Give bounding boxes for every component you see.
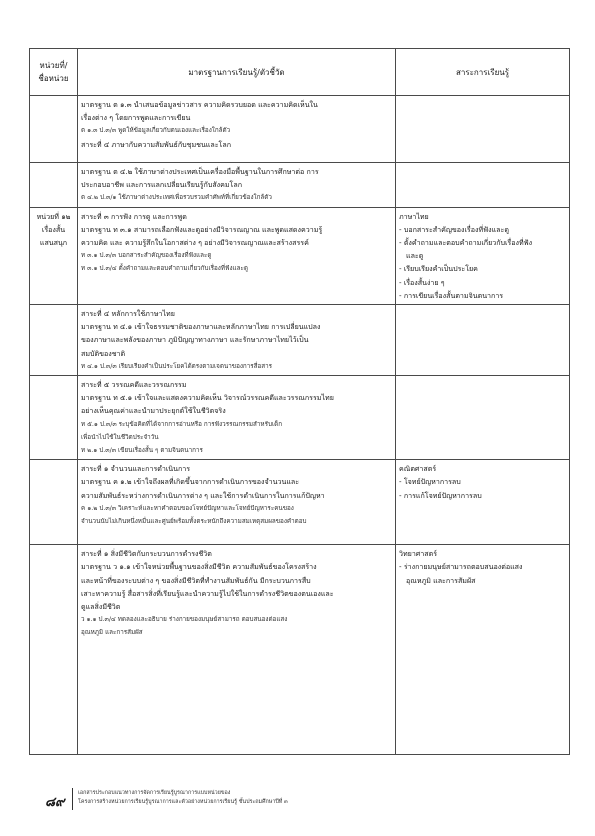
table-row [30, 376, 570, 460]
unit-cell [30, 207, 78, 304]
standard-line: อย่างเห็นคุณค่าและนำมาประยุกต์ใช้ในชีวิตจริง [81, 406, 226, 416]
footer-caption [78, 789, 288, 807]
standard-line: สาระที่ ๔ หลักการใช้ภาษาไทย [81, 309, 175, 319]
standard-line: มาตรฐาน ท ๕.๑ เข้าใจและแสดงความคิดเห็น วิจารณ์วรรณคดีและวรรณกรรมไทย [81, 393, 334, 403]
footer-divider [72, 788, 73, 810]
content-item: - เรียบเรียงคำเป็นประโยค [399, 264, 478, 274]
page-footer [40, 788, 560, 810]
content-cell [396, 460, 570, 545]
table-row [30, 96, 570, 163]
table-row [30, 207, 570, 304]
content-cell [396, 305, 570, 376]
subject-heading: วิทยาศาสตร์ [399, 549, 438, 559]
content-item: - การแก้โจทย์ปัญหาการลบ [399, 490, 482, 500]
unit-header-line: หน่วยที่/ [39, 61, 68, 70]
indicator-line: ท ๓.๑ ป.๓/๓ บอกสาระสำคัญของเรื่องที่ฟังและดู [81, 252, 212, 260]
content-column-header: สาระการเรียนรู้ [396, 49, 570, 96]
table-row [30, 545, 570, 755]
standard-line: สมบัติของชาติ [81, 348, 126, 358]
unit-name-line: แสนสนุก [39, 238, 68, 248]
standard-line: สาระที่ ๑ จำนวนและการดำเนินการ [81, 464, 191, 474]
unit-header-line: ชื่อหน่วย [38, 74, 69, 83]
content-cell [396, 207, 570, 304]
footer-line-1: เอกสารประกอบแนวทางการจัดการเรียนรู้บูรณาการแบบหน่วยของ [78, 790, 231, 796]
indicator-line: จำนวนนับไม่เกินหนึ่งหมื่นและศูนย์พร้อมทั้งตระหนักถึงความสมเหตุสมผลของคำตอบ [81, 518, 307, 526]
unit-cell [30, 96, 78, 163]
indicator-line: ว ๑.๑ ป.๓/๔ ทดลองและอธิบาย ร่างกายของมนุษย์สามารถ ตอบสนองต่อแสง [81, 616, 288, 624]
standard-cell [78, 545, 396, 755]
content-cell [396, 545, 570, 755]
standard-line: สาระที่ ๑ สิ่งมีชีวิตกับกระบวนการดำรงชีวิต [81, 549, 212, 559]
unit-cell [30, 163, 78, 208]
indicator-line: ท ๒.๑ ป.๓/๓ เขียนเรื่องสั้น ๆ ตามจินตนาการ [81, 447, 203, 455]
indicator-line: ท ๔.๑ ป.๓/๓ เรียบเรียงคำเป็นประโยคได้ตรงตามเจตนาของการสื่อสาร [81, 362, 273, 370]
standard-cell [78, 305, 396, 376]
unit-cell [30, 460, 78, 545]
unit-name-line: เรื่องสั้น [41, 224, 66, 234]
standard-line: มาตรฐาน ว ๑.๑ เข้าใจหน่วยพื้นฐานของสิ่งมีชีวิต ความสัมพันธ์ของโครงสร้าง [81, 562, 317, 572]
indicator-line: ต ๑.๓ ป.๓/๓ พูดให้ข้อมูลเกี่ยวกับตนเองและเรื่องใกล้ตัว [81, 127, 231, 135]
standard-line: เสาะหาความรู้ สื่อสารสิ่งที่เรียนรู้และนำความรู้ไปใช้ในการดำรงชีวิตของตนเองและ [81, 588, 334, 598]
standard-cell [78, 376, 396, 460]
standard-line: ดูแลสิ่งมีชีวิต [81, 602, 121, 612]
standard-line: สาระที่ ๔ ภาษากับความสัมพันธ์กับชุมชนและโลก [81, 139, 231, 149]
standard-cell [78, 460, 396, 545]
content-cell [396, 163, 570, 208]
content-item: อุณหภูมิ และการสัมผัส [406, 575, 476, 585]
page-number: ๘๙ [45, 795, 65, 810]
table-row [30, 163, 570, 208]
unit-column-header [30, 49, 78, 96]
curriculum-table [29, 48, 570, 755]
standard-line: ความสัมพันธ์ระหว่างการดำเนินการต่าง ๆ และใช้การดำเนินการในการแก้ปัญหา [81, 490, 325, 500]
indicator-line: ค ๑.๒ ป.๓/๓ วิเคราะห์และหาคำตอบของโจทย์ปัญหาและโจทย์ปัญหาระคนของ [81, 504, 294, 512]
standard-line: มาตรฐาน ต ๔.๒ ใช้ภาษาต่างประเทศเป็นเครื่องมือพื้นฐานในการศึกษาต่อ การ [81, 167, 319, 176]
subject-heading: ภาษาไทย [399, 211, 429, 221]
table-row [30, 305, 570, 376]
standard-column-header: มาตรฐานการเรียนรู้/ตัวชี้วัด [78, 49, 396, 96]
content-item: - เรื่องสั้นง่าย ๆ [399, 277, 445, 287]
content-item: และดู [406, 251, 424, 261]
standard-line: ความคิด และ ความรู้สึกในโอกาสต่าง ๆ อย่างมีวิจารณญาณและสร้างสรรค์ [81, 238, 309, 248]
standard-cell [78, 163, 396, 208]
content-item: - การเขียนเรื่องสั้นตามจินตนาการ [399, 290, 504, 300]
unit-cell [30, 376, 78, 460]
indicator-line: อุณหภูมิ และการสัมผัส [81, 629, 143, 637]
standard-cell [78, 207, 396, 304]
content-item: - ตั้งคำถามและตอบคำถามเกี่ยวกับเรื่องที่ฟัง [399, 238, 533, 248]
standard-line: ของภาษาและพลังของภาษา ภูมิปัญญาทางภาษา และรักษาภาษาไทยไว้เป็น [81, 335, 309, 345]
standard-line: สาระที่ ๕ วรรณคดีและวรรณกรรม [81, 380, 187, 390]
indicator-line: ท ๓.๑ ป.๓/๔ ตั้งคำถามและตอบคำถามเกี่ยวกับเรื่องที่ฟังและดู [81, 265, 248, 273]
indicator-line: ต ๔.๒ ป.๓/๑ ใช้ภาษาต่างประเทศเพื่อรวบรวมคำศัพท์ที่เกี่ยวข้องใกล้ตัว [81, 194, 272, 202]
unit-name-line: หน่วยที่ ๑๒ [36, 211, 71, 221]
table-body [30, 96, 570, 755]
unit-cell [30, 545, 78, 755]
content-cell [396, 376, 570, 460]
content-item: - บอกสาระสำคัญของเรื่องที่ฟังและดู [399, 224, 509, 234]
standard-line: เรื่องต่าง ๆ โดยการพูดและการเขียน [81, 113, 191, 123]
indicator-line: เพื่อนำไปใช้ในชีวิตประจำวัน [81, 433, 159, 441]
table-row [30, 460, 570, 545]
standard-line: มาตรฐาน ท ๓.๑ สามารถเลือกฟังและดูอย่างมีวิจารณญาณ และพูดแสดงความรู้ [81, 224, 323, 234]
content-item: - โจทย์ปัญหาการลบ [399, 477, 461, 487]
standard-line: สาระที่ ๓ การฟัง การดู และการพูด [81, 211, 187, 221]
content-cell [396, 96, 570, 163]
standard-line: มาตรฐาน ท ๔.๑ เข้าใจธรรมชาติของภาษาและหลักภาษาไทย การเปลี่ยนแปลง [81, 322, 321, 332]
standard-line: มาตรฐาน ค ๑.๒ เข้าใจถึงผลที่เกิดขึ้นจากการดำเนินการของจำนวนและ [81, 477, 300, 487]
standard-line: มาตรฐาน ต ๑.๓ นำเสนอข้อมูลข่าวสาร ความคิดรวบยอด และความคิดเห็นใน [81, 100, 318, 109]
footer-line-2: โครงการสร้างหน่วยการเรียนรู้บูรณาการและตัวอย่างหน่วยการเรียนรู้ ชั้นประถมศึกษาปีที่ ๓ [78, 799, 288, 805]
unit-cell [30, 305, 78, 376]
standard-line: และหน้าที่ของระบบต่าง ๆ ของสิ่งมีชีวิตที่ทำงานสัมพันธ์กัน มีกระบวนการสืบ [81, 575, 311, 585]
standard-cell [78, 96, 396, 163]
content-item: - ร่างกายมนุษย์สามารถตอบสนองต่อแสง [399, 562, 523, 572]
subject-heading: คณิตศาสตร์ [399, 464, 437, 474]
standard-line: ประกอบอาชีพ และการแลกเปลี่ยนเรียนรู้กับสังคมโลก [81, 180, 242, 190]
indicator-line: ท ๕.๑ ป.๓/๓ ระบุข้อคิดที่ได้จากการอ่านหรือ การฟังวรรณกรรมสำหรับเด็ก [81, 420, 283, 428]
